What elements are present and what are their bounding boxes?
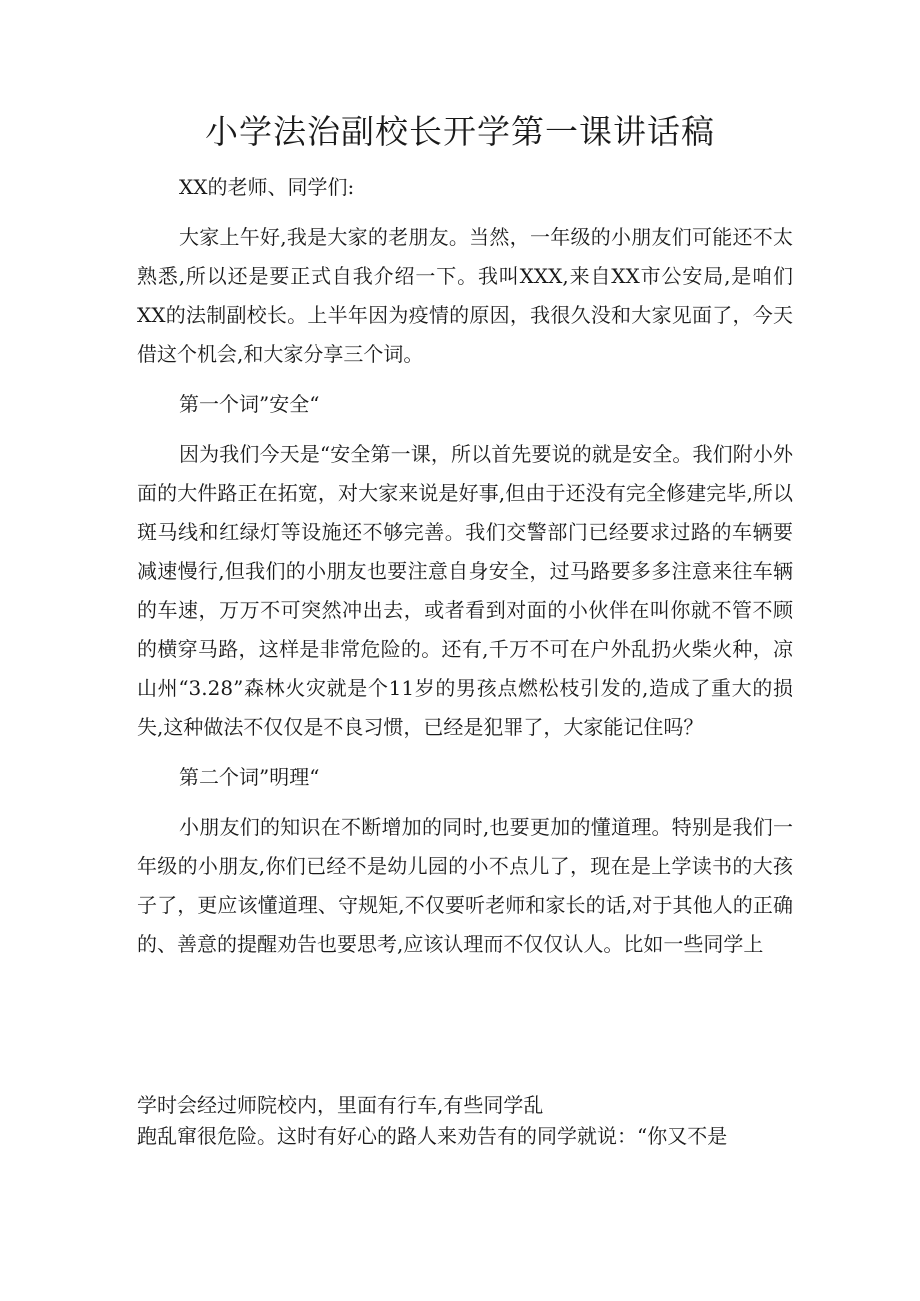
tail-line: 学时会经过师院校内，里面有行车,有些同学乱 xyxy=(137,1093,544,1117)
document-title: 小学法治副校长开学第一课讲话稿 xyxy=(205,112,715,151)
section-heading-safety: 第一个词”安全“ xyxy=(179,392,320,416)
greeting-paragraph: XX的老师、同学们: xyxy=(179,175,355,199)
reason-paragraph: 小朋友们的知识在不断增加的同时,也要更加的懂道理。特别是我们一年级的小朋友,你们已经不是幼儿园的小不点儿了，现在是上学读书的大孩子了，更应该懂道理、守规矩,不仅要听老师和家长的话,对于其他人的正确的、善意的提醒劝告也要思考,应该认理而不仅仅认人。比如一些同学上 xyxy=(137,815,793,956)
safety-paragraph: 因为我们今天是“安全第一课，所以首先要说的就是安全。我们附小外面的大件路正在拓宽，对大家来说是好事,但由于还没有完全修建完毕,所以斑马线和红绿灯等设施还不够完善。我们交警部门已经要求过路的车辆要减速慢行,但我们的小朋友也要注意自身安全，过马路要多多注意来往车辆的车速，万万不可突然冲出去，或者看到对面的小伙伴在叫你就不管不顾的横穿马路，这样是非常危险的。还有,千万不可在户外乱扔火柴火种，凉山州“3.28”森林火灾就是个11岁的男孩点燃松枝引发的,造成了重大的损失,这种做法不仅仅是不良习惯，已经是犯罪了，大家能记住吗？ xyxy=(137,442,793,739)
intro-paragraph: 大家上午好,我是大家的老朋友。当然，一年级的小朋友们可能还不太熟悉,所以还是要正式自我介绍一下。我叫XXX,来自XX市公安局,是咱们XX的法制副校长。上半年因为疫情的原因，我很久没和大家见面了，今天借这个机会,和大家分享三个词。 xyxy=(137,225,793,366)
document-body xyxy=(137,168,793,964)
document-tail xyxy=(137,1090,793,1152)
tail-line: 跑乱窜很危险。这时有好心的路人来劝告有的同学就说：“你又不是 xyxy=(137,1124,728,1148)
section-heading-reason: 第二个词”明理“ xyxy=(179,765,320,789)
